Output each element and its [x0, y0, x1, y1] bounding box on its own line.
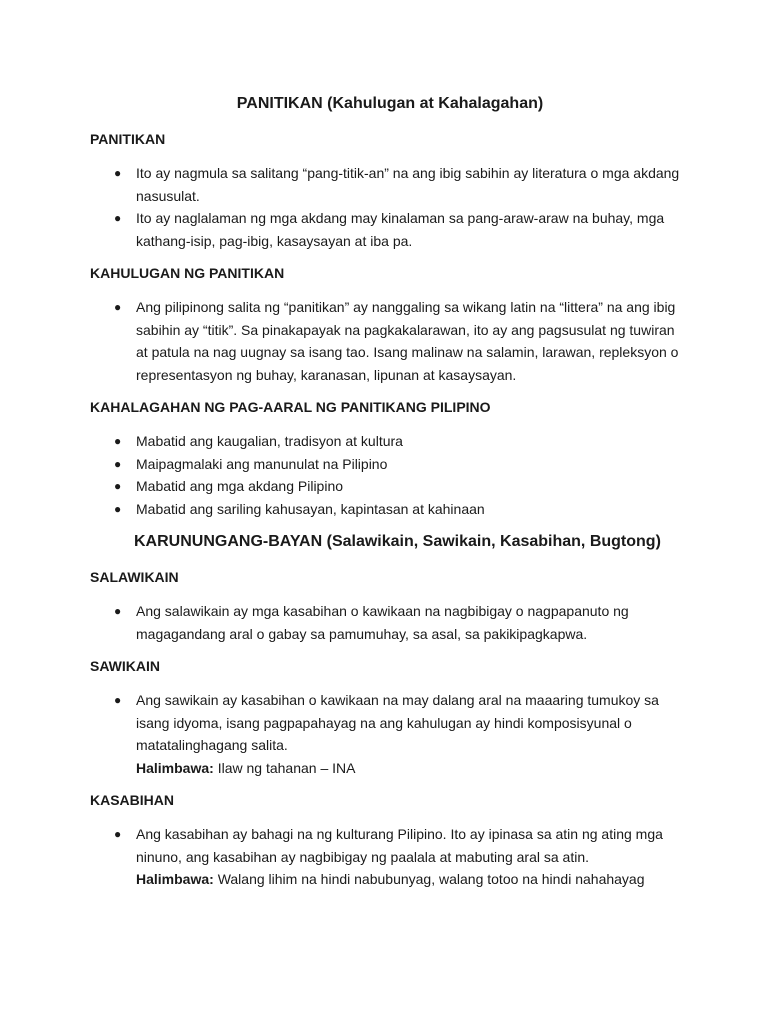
- section-heading-kahalagahan: KAHALAGAHAN NG PAG-AARAL NG PANITIKANG PILIPINO: [90, 399, 491, 415]
- list-item: [90, 600, 690, 645]
- list-item: [90, 162, 690, 207]
- section-heading-panitikan: PANITIKAN: [90, 131, 166, 147]
- list-item-text: Ito ay naglalaman ng mga akdang may kinalaman sa pang-araw-araw na buhay, mga kathang-isip, pag-ibig, kasaysayan at iba pa.: [136, 210, 665, 249]
- document-page: [90, 94, 690, 903]
- list-item: [90, 207, 690, 252]
- bullet-icon: ●: [114, 604, 122, 618]
- list-item-text: Ang pilipinong salita ng “panitikan” ay nanggaling sa wikang latin na “littera” na ang ibig sabihin ay “titik”. Sa pinakapayak na pagkakalarawan, ito ay ang pagsusulat ng tuwiran at patula na nag uugnay sa isang tao. Isang malinaw na salamin, larawan, repleksyon o representasyon ng buhay, karanasan, lipunan at kasaysayan.: [136, 299, 679, 383]
- example-text: Walang lihim na hindi nabubunyag, walang totoo na hindi nahahayag: [213, 871, 645, 887]
- list-item-text: Mabatid ang sariling kahusayan, kapintasan at kahinaan: [136, 500, 485, 517]
- kasabihan-list: [90, 823, 690, 891]
- list-item: [90, 296, 690, 386]
- bullet-icon: ●: [114, 166, 122, 180]
- bullet-icon: ●: [114, 456, 122, 471]
- kahalagahan-list: [90, 430, 690, 520]
- bullet-icon: ●: [114, 300, 122, 314]
- list-item: [90, 453, 690, 476]
- list-item-text: Ito ay nagmula sa salitang “pang-titik-an” na ang ibig sabihin ay literatura o mga akdang nasusulat.: [136, 165, 680, 204]
- panitikan-list: [90, 162, 690, 252]
- list-item: [90, 475, 690, 498]
- list-item-text: Maipagmalaki ang manunulat na Pilipino: [136, 455, 388, 472]
- section-heading-kasabihan: KASABIHAN: [90, 792, 174, 808]
- list-item: [90, 689, 690, 779]
- list-item: [90, 823, 690, 891]
- list-item: [90, 498, 690, 521]
- example-label: Halimbawa:: [136, 759, 214, 776]
- kahulugan-list: [90, 296, 690, 386]
- bullet-icon: ●: [114, 211, 122, 225]
- document-title: PANITIKAN (Kahulugan at Kahalagahan): [236, 95, 544, 112]
- salawikain-list: [90, 600, 690, 645]
- example-label: Halimbawa:: [136, 871, 214, 887]
- list-item-text: Ang salawikain ay mga kasabihan o kawikaan na nagbibigay o nagpapanuto ng magagandang aral o gabay sa pamumuhay, sa asal, sa pakikipagkapwa.: [136, 603, 629, 642]
- bullet-icon: ●: [114, 827, 122, 841]
- bullet-icon: ●: [114, 479, 122, 493]
- bullet-icon: ●: [114, 693, 122, 707]
- list-item-text: Mabatid ang mga akdang Pilipino: [136, 478, 344, 494]
- list-item-text: Ang sawikain ay kasabihan o kawikaan na may dalang aral na maaaring tumukoy sa isang idyoma, isang pagpapahayag na ang kahulugan ay hindi komposisyunal o matatalinghagang salita.: [136, 692, 659, 753]
- bullet-icon: ●: [114, 434, 122, 448]
- section-heading-kahulugan: KAHULUGAN NG PANITIKAN: [90, 265, 285, 281]
- bullet-icon: ●: [114, 501, 122, 516]
- sawikain-list: [90, 689, 690, 779]
- section-heading-salawikain: SALAWIKAIN: [90, 569, 179, 585]
- example-text: Ilaw ng tahanan – INA: [213, 759, 356, 776]
- list-item-text: Mabatid ang kaugalian, tradisyon at kultura: [136, 433, 403, 449]
- list-item: [90, 430, 690, 453]
- section-heading-sawikain: SAWIKAIN: [90, 658, 160, 674]
- list-item-text: Ang kasabihan ay bahagi na ng kulturang Pilipino. Ito ay ipinasa sa atin ng ating mga ninuno, ang kasabihan ay nagbibigay ng paalala at mabuting aral sa atin.: [136, 826, 663, 865]
- section-title-karunungang-bayan: KARUNUNGANG-BAYAN (Salawikain, Sawikain, Kasabihan, Bugtong): [134, 533, 661, 550]
